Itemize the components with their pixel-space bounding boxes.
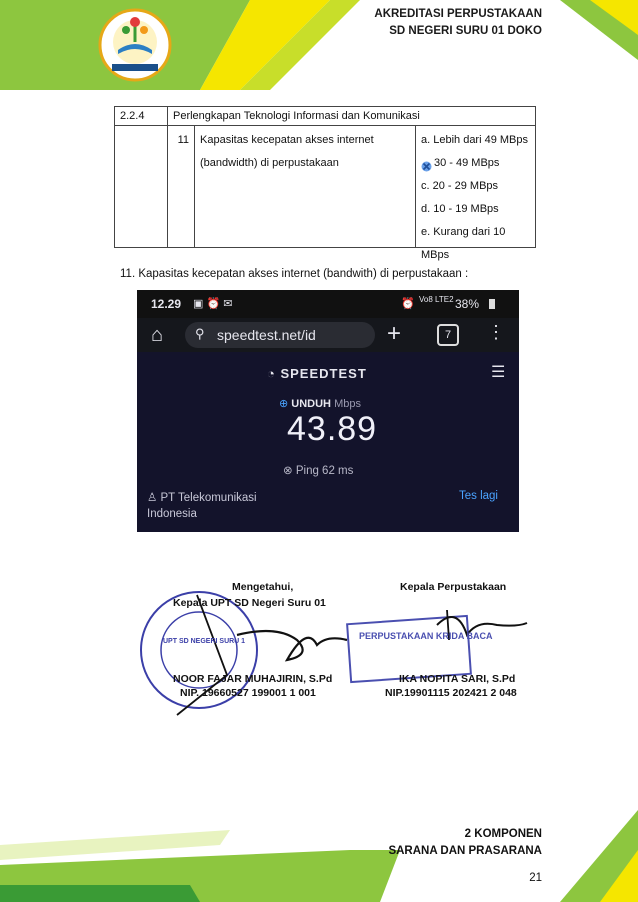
footer-line1: 2 KOMPONEN bbox=[464, 828, 542, 840]
address-text: speedtest.net/id bbox=[217, 327, 316, 343]
left-stamp-text: UPT SD NEGERI SURU 1 bbox=[163, 638, 246, 645]
stamps-and-signatures bbox=[137, 565, 547, 755]
section-title: Perlengkapan Teknologi Informasi dan Komunikasi bbox=[168, 107, 536, 126]
page-number: 21 bbox=[529, 872, 542, 884]
option-b-label: 30 - 49 MBps bbox=[434, 157, 500, 169]
right-stamp-text: PERPUSTAKAAN KRIDA BACA bbox=[359, 631, 493, 641]
right-signatory-title: Kepala Perpustakaan bbox=[400, 581, 507, 593]
item-number: 11 bbox=[168, 126, 195, 248]
alarm-icon: ⏰ bbox=[401, 298, 415, 310]
table-row bbox=[115, 107, 536, 126]
browser-url-bar bbox=[137, 318, 519, 352]
tab-count[interactable]: 7 bbox=[437, 324, 459, 346]
table-row bbox=[115, 126, 536, 248]
left-signatory-name: NOOR FAJAR MUHAJIRIN, S.Pd bbox=[173, 673, 333, 685]
options-cell bbox=[416, 126, 536, 261]
selected-check-icon bbox=[421, 158, 432, 169]
section-number: 2.2.4 bbox=[115, 107, 168, 126]
left-signatory-position: Kepala UPT SD Negeri Suru 01 bbox=[173, 597, 326, 609]
right-signatory-nip: NIP.19901115 202421 2 048 bbox=[385, 687, 517, 699]
item-description bbox=[195, 126, 416, 248]
network-label: Vo8 LTE2 bbox=[419, 295, 454, 304]
speedtest-brand: ◔ SPEEDTEST bbox=[267, 366, 367, 381]
status-time: 12.29 bbox=[151, 297, 182, 311]
signature-block bbox=[137, 565, 547, 755]
new-tab-icon[interactable]: + bbox=[387, 320, 402, 347]
address-field[interactable] bbox=[185, 322, 375, 348]
option-d: d. 10 - 19 MBps bbox=[421, 203, 499, 215]
right-signatory-name: IKA NOPITA SARI, S.Pd bbox=[399, 673, 516, 685]
evidence-caption: 11. Kapasitas kecepatan akses internet (bandwith) di perpustakaan : bbox=[120, 268, 469, 280]
item-line2: (bandwidth) di perpustakaan bbox=[200, 157, 339, 169]
site-settings-icon[interactable]: ⚲ bbox=[195, 326, 205, 341]
left-signatory-title: Mengetahui, bbox=[232, 581, 294, 593]
battery-icon bbox=[489, 299, 495, 309]
header-line2: SD NEGERI SURU 01 DOKO bbox=[389, 25, 542, 37]
footer-title bbox=[388, 826, 542, 860]
option-b bbox=[421, 152, 530, 175]
download-icon: ⊕ bbox=[279, 398, 292, 410]
header-line1: AKREDITASI PERPUSTAKAAN bbox=[374, 8, 542, 20]
speedtest-panel bbox=[137, 352, 519, 532]
status-bar bbox=[137, 290, 519, 318]
download-speed-value: 43.89 bbox=[287, 410, 378, 448]
footer-line2: SARANA DAN PRASARANA bbox=[388, 845, 542, 857]
status-icons: ▣ ⏰ ✉ bbox=[193, 298, 233, 310]
option-e: e. Kurang dari 10 MBps bbox=[421, 226, 506, 261]
speedtest-screenshot bbox=[137, 290, 519, 532]
retest-link[interactable]: Tes lagi bbox=[459, 490, 498, 502]
hamburger-icon[interactable]: ☰ bbox=[491, 364, 506, 381]
provider-line2: Indonesia bbox=[147, 508, 197, 520]
header-decoration bbox=[0, 0, 638, 90]
footer-decoration bbox=[0, 790, 638, 902]
left-signatory-nip: NIP. 19660527 199001 1 001 bbox=[180, 687, 316, 699]
item-line1: Kapasitas kecepatan akses internet bbox=[200, 134, 374, 146]
page-header bbox=[0, 0, 638, 90]
home-icon[interactable]: ⌂ bbox=[151, 324, 164, 346]
more-menu-icon[interactable]: ⋮ bbox=[487, 322, 505, 342]
download-label: ⊕ UNDUH Mbps bbox=[279, 398, 361, 410]
gauge-icon: ◔ bbox=[267, 366, 281, 381]
option-c: c. 20 - 29 MBps bbox=[421, 180, 499, 192]
battery-percent: 38% bbox=[455, 297, 480, 311]
header-title bbox=[374, 6, 542, 40]
ping-value: ⊗ Ping 62 ms bbox=[283, 465, 354, 477]
ping-icon: ⊗ bbox=[283, 465, 296, 477]
criteria-table bbox=[114, 106, 536, 261]
library-logo bbox=[98, 8, 172, 82]
provider-name: ♙ PT Telekomunikasi bbox=[147, 492, 257, 504]
user-icon: ♙ bbox=[147, 492, 161, 504]
option-a: a. Lebih dari 49 MBps bbox=[421, 134, 529, 146]
